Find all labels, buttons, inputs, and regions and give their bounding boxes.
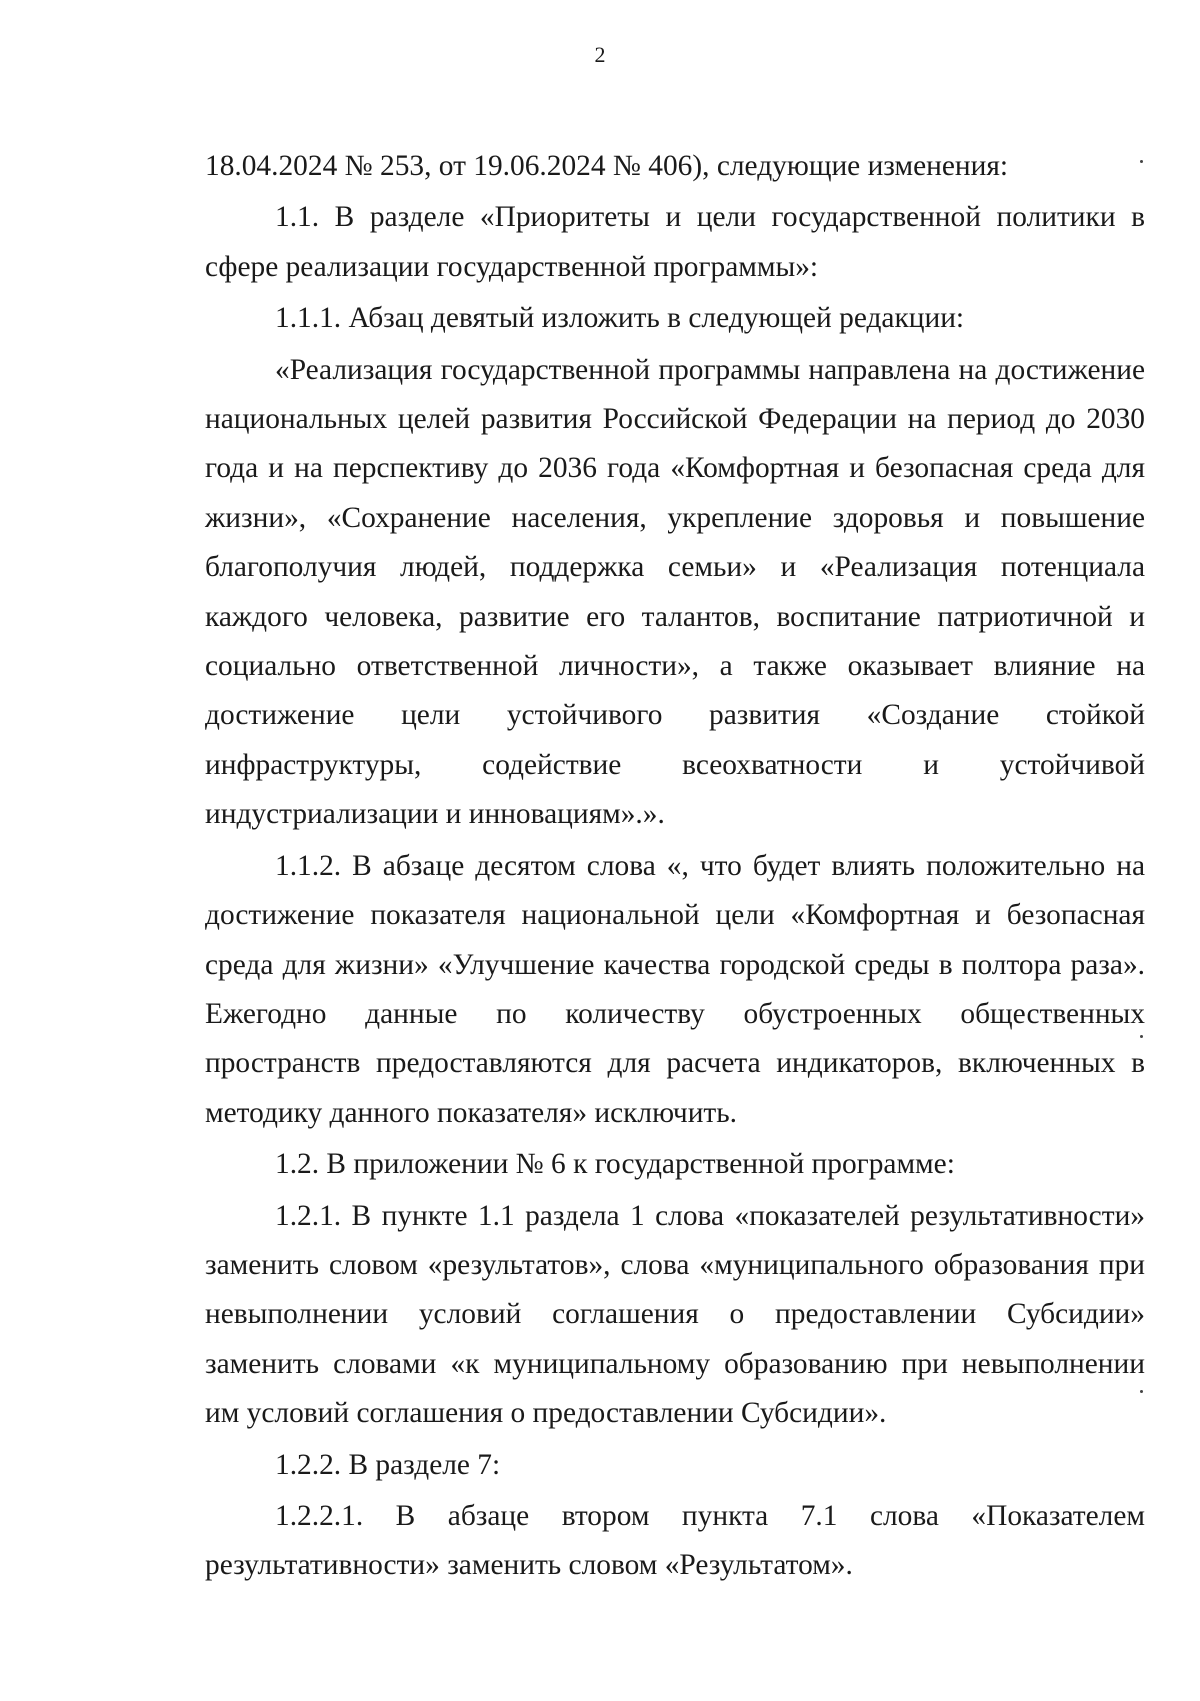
paragraph-1-1-2: 1.1.2. В абзаце десятом слова «, что будет влиять положительно на достижение показателя национальной цели «Комфортная и безопасная среда для жизни» «Улучшение качества городской среды в полтора раза». Ежегодно данные по количеству обустроенных общественных пространств предоставляются для расчета индикаторов, включенных в методику данного показателя» исключить.	[205, 849, 1145, 1129]
scan-speck	[1140, 1035, 1143, 1038]
paragraph-intro: 18.04.2024 № 253, от 19.06.2024 № 406), следующие изменения:	[205, 150, 1009, 182]
page-number: 2	[594, 42, 606, 67]
paragraph-1-2: 1.2. В приложении № 6 к государственной программе:	[275, 1148, 955, 1181]
paragraph-1-2-2-1: 1.2.2.1. В абзаце втором пункта 7.1 слова «Показателем результативности» заменить словом «Результатом».	[205, 1499, 1145, 1582]
paragraph-1-2-2: 1.2.2. В разделе 7:	[275, 1448, 501, 1481]
document-body	[205, 142, 1145, 1591]
paragraph-1-1: 1.1. В разделе «Приоритеты и цели государственной политики в сфере реализации государственной программы»:	[205, 201, 1145, 283]
scan-speck	[1140, 1390, 1143, 1393]
paragraph-quote: «Реализация государственной программы направлена на достижение национальных целей развития Российской Федерации на период до 2030 года и на перспективу до 2036 года «Комфортная и безопасная среда для жизни», «Сохранение населения, укрепление здоровья и повышение благополучия людей, поддержка семьи» и «Реализация потенциала каждого человека, развитие его талантов, воспитание патриотичной и социально ответственной личности», а также оказывает влияние на достижение цели устойчивого развития «Создание стойкой инфраструктуры, содействие всеохватности и устойчивой индустриализации и инновациям».».	[205, 353, 1145, 831]
paragraph-1-1-1: 1.1.1. Абзац девятый изложить в следующей редакции:	[275, 302, 965, 335]
paragraph-1-2-1: 1.2.1. В пункте 1.1 раздела 1 слова «показателей результативности» заменить словом «результатов», слова «муниципального образования при невыполнении условий соглашения о предоставлении Субсидии» заменить словами «к муниципальному образованию при невыполнении им условий соглашения о предоставлении Субсидии».	[205, 1199, 1145, 1430]
scan-speck	[1140, 160, 1143, 163]
